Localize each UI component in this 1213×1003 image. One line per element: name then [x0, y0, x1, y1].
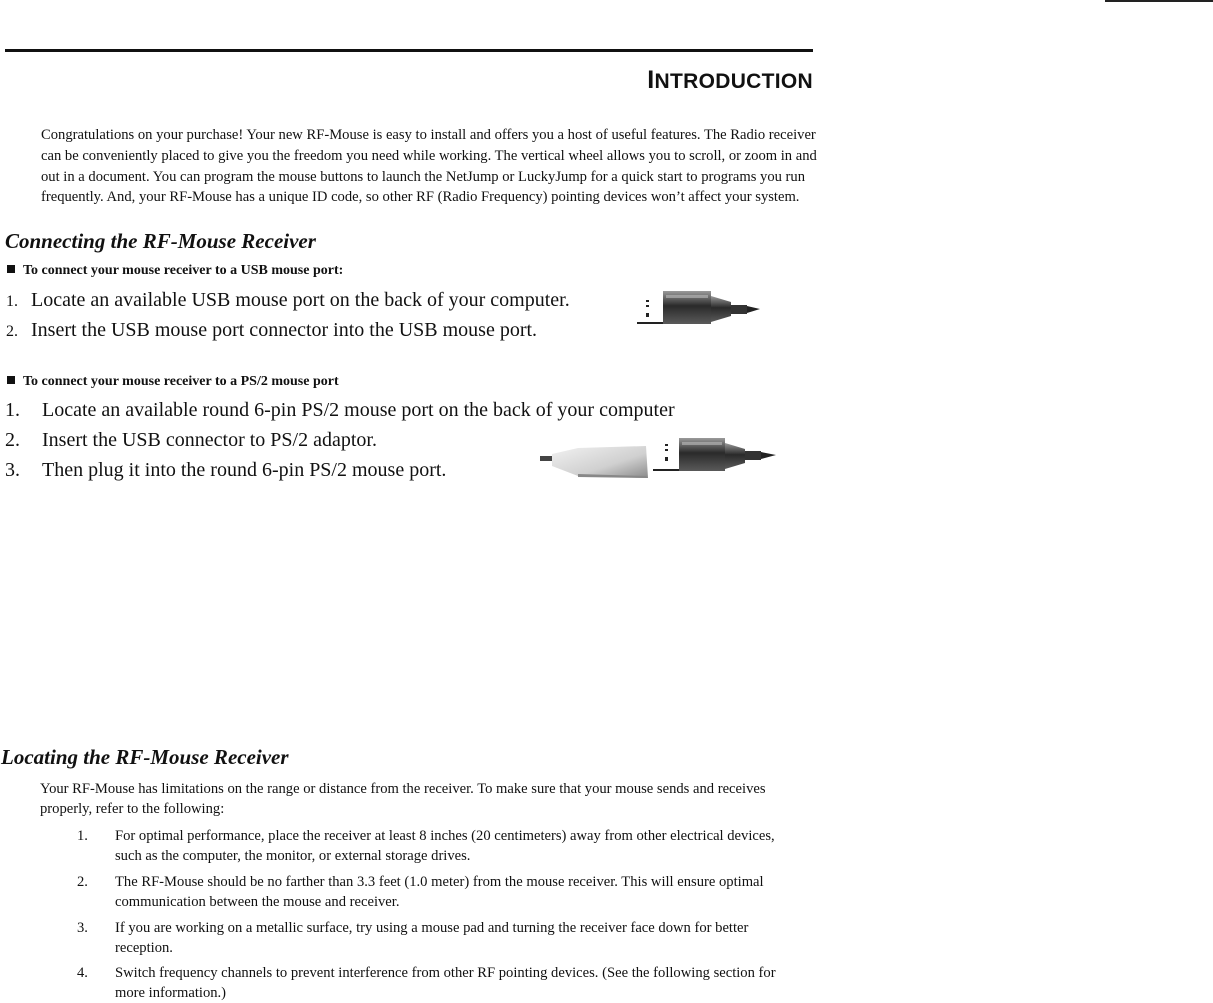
usb-connector-icon [636, 288, 766, 328]
list-item-text: Switch frequency channels to prevent interference from other RF pointing devices. (See the following section for more information.) [115, 965, 776, 1001]
locating-intro [40, 779, 780, 819]
usb-connector-icon [652, 436, 780, 478]
ps2-step-1 [5, 399, 675, 422]
usb-step-1-text: Locate an available USB mouse port on the back of your computer. [31, 289, 570, 311]
ps2-bullet-line [7, 374, 339, 390]
ps2-adaptor-icon [538, 438, 653, 482]
locating-heading: Locating the RF-Mouse Receiver [1, 745, 289, 769]
ps2-bullet-text: To connect your mouse receiver to a PS/2 mouse port [23, 374, 339, 389]
header-rule [5, 49, 813, 52]
locating-intro-text: Your RF-Mouse has limitations on the range or distance from the receiver. To make sure that your mouse sends and receives properly, refer to the following: [40, 781, 766, 817]
ps2-step-3 [5, 459, 446, 482]
usb-step-1 [6, 289, 570, 312]
usb-bullet-text: To connect your mouse receiver to a USB mouse port: [23, 263, 344, 278]
ps2-step-2 [5, 429, 377, 452]
list-item-num: 3. [77, 920, 88, 936]
connecting-heading: Connecting the RF-Mouse Receiver [5, 229, 316, 253]
list-item-text: For optimal performance, place the receiver at least 8 inches (20 centimeters) away from other electrical devices, such as the computer, the monitor, or external storage drives. [115, 828, 775, 864]
page-title-rest: NTRODUCTION [654, 70, 813, 93]
list-item-text: The RF-Mouse should be no farther than 3.3 feet (1.0 meter) from the mouse receiver. This will ensure optimal communication between the mouse and receiver. [115, 874, 764, 910]
page-edge-rule [1105, 0, 1213, 2]
ps2-step-2-num: 2. [5, 429, 20, 451]
usb-bullet-line [7, 263, 343, 279]
ps2-step-1-num: 1. [5, 399, 20, 421]
usb-step-2-text: Insert the USB mouse port connector into the USB mouse port. [31, 319, 538, 341]
list-item-num: 2. [77, 874, 88, 890]
ps2-step-2-text: Insert the USB connector to PS/2 adaptor. [42, 429, 377, 451]
page-title-initial: I [647, 66, 655, 94]
usb-step-2 [6, 319, 537, 342]
bullet-square-icon [7, 265, 15, 273]
ps2-step-3-num: 3. [5, 459, 20, 481]
list-item-num: 1. [77, 828, 88, 844]
list-item-num: 4. [77, 965, 88, 981]
usb-step-2-num: 2. [6, 323, 18, 340]
ps2-step-1-text: Locate an available round 6-pin PS/2 mouse port on the back of your computer [42, 399, 675, 421]
bullet-square-icon [7, 376, 15, 384]
intro-paragraph [41, 125, 831, 208]
list-item-text: If you are working on a metallic surface, try using a mouse pad and turning the receiver face down for better reception. [115, 920, 749, 956]
ps2-step-3-text: Then plug it into the round 6-pin PS/2 mouse port. [42, 459, 447, 481]
page-title [647, 66, 813, 95]
intro-text: Congratulations on your purchase! Your new RF-Mouse is easy to install and offers you a host of useful features. The Radio receiver can be conveniently placed to give you the freedom you need while working. The vertical wheel allows you to scroll, or zoom in and out in a document. You can program the mouse buttons to launch the NetJump or LuckyJump for a quick start to programs you run frequently. And, your RF-Mouse has a unique ID code, so other RF (Radio Frequency) pointing devices won’t affect your system. [41, 127, 817, 206]
usb-step-1-num: 1. [6, 293, 18, 310]
